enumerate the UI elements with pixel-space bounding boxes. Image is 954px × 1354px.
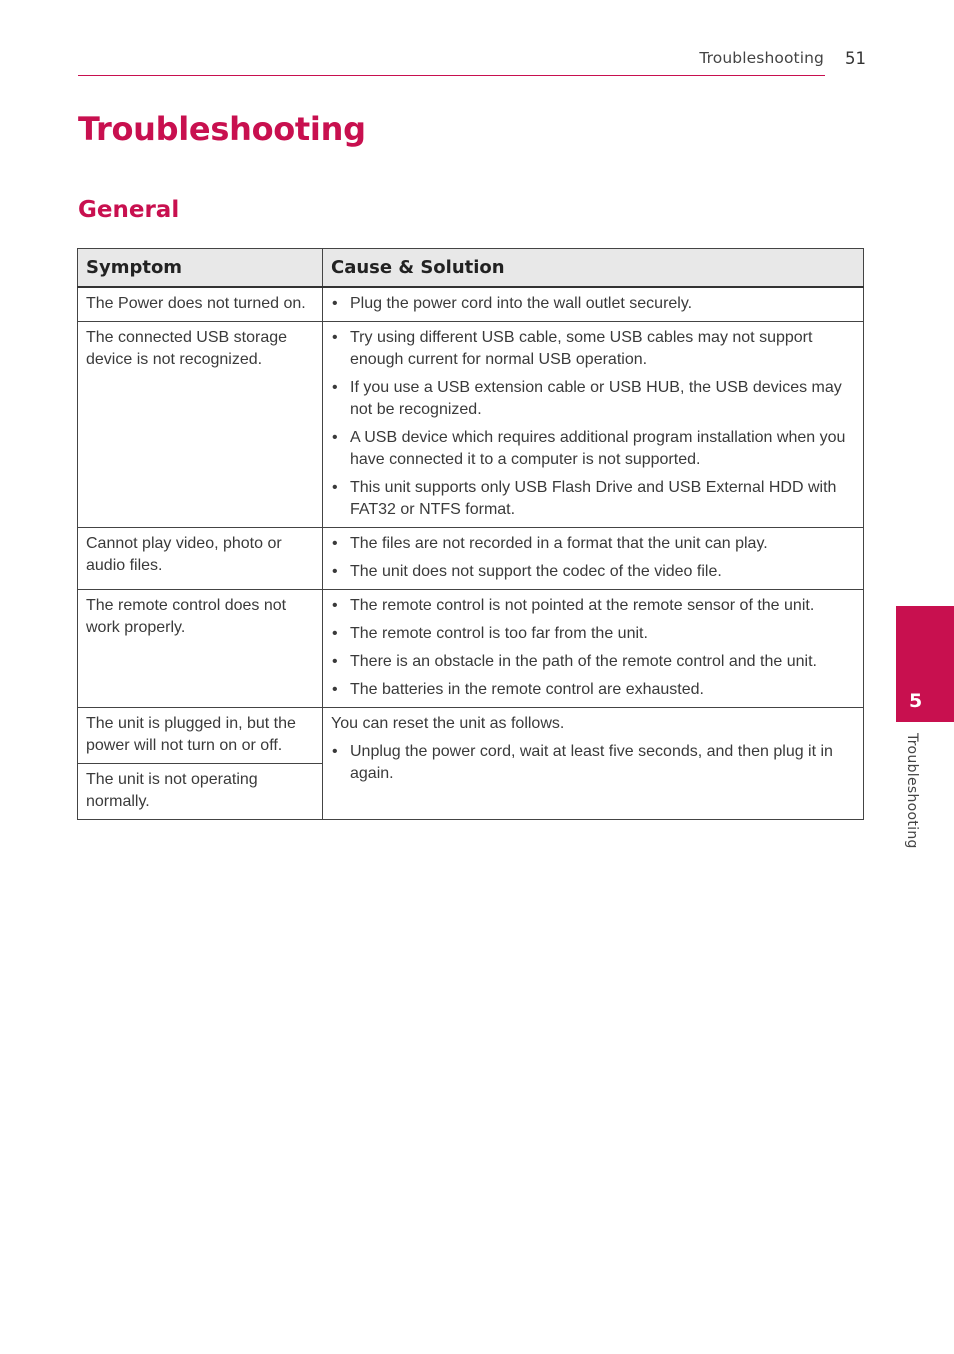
solution-item: • Unplug the power cord, wait at least five seconds, and then plug it in again. xyxy=(331,741,855,785)
table-header-row xyxy=(78,249,864,287)
table-row xyxy=(78,589,864,707)
troubleshooting-table xyxy=(77,248,864,820)
page-title: Troubleshooting xyxy=(78,110,366,148)
symptom-cell: The remote control does not work properly. xyxy=(78,589,323,707)
symptom-cell: The unit is not operating normally. xyxy=(78,763,323,819)
table-row xyxy=(78,707,864,763)
solution-item: • If you use a USB extension cable or USB HUB, the USB devices may not be recognized. xyxy=(331,377,855,421)
table-row xyxy=(78,321,864,527)
chapter-side-tab xyxy=(896,606,954,722)
solution-list xyxy=(331,327,855,521)
solution-list xyxy=(331,595,855,701)
solution-list xyxy=(331,533,855,583)
page-number: 51 xyxy=(845,49,866,68)
solution-cell xyxy=(323,589,864,707)
solution-item: • The batteries in the remote control are exhausted. xyxy=(331,679,855,701)
section-title: General xyxy=(78,197,180,223)
solution-item: • The unit does not support the codec of the video file. xyxy=(331,561,855,583)
solution-item: • Plug the power cord into the wall outlet securely. xyxy=(331,293,855,315)
solution-cell xyxy=(323,707,864,819)
table-row xyxy=(78,527,864,589)
symptom-cell: The Power does not turned on. xyxy=(78,287,323,322)
running-header-label: Troubleshooting xyxy=(699,49,824,67)
symptom-cell: The connected USB storage device is not recognized. xyxy=(78,321,323,527)
solution-list xyxy=(331,293,855,315)
reset-intro: You can reset the unit as follows. xyxy=(331,714,565,732)
solution-list xyxy=(331,741,855,785)
solution-item: • The remote control is too far from the unit. xyxy=(331,623,855,645)
symptom-header: Symptom xyxy=(78,249,323,287)
solution-item: • There is an obstacle in the path of the remote control and the unit. xyxy=(331,651,855,673)
solution-item: • A USB device which requires additional program installation when you have connected it to a computer is not supported. xyxy=(331,427,855,471)
solution-item: • The remote control is not pointed at the remote sensor of the unit. xyxy=(331,595,855,617)
chapter-number: 5 xyxy=(909,690,923,712)
solution-item: • Try using different USB cable, some USB cables may not support enough current for normal USB operation. xyxy=(331,327,855,371)
header-rule xyxy=(78,75,825,76)
solution-header: Cause & Solution xyxy=(323,249,864,287)
solution-cell xyxy=(323,527,864,589)
table-row xyxy=(78,287,864,322)
chapter-side-label: Troubleshooting xyxy=(904,733,920,849)
solution-cell xyxy=(323,287,864,322)
solution-item: • The files are not recorded in a format that the unit can play. xyxy=(331,533,855,555)
solution-item: • This unit supports only USB Flash Drive and USB External HDD with FAT32 or NTFS format. xyxy=(331,477,855,521)
symptom-cell: Cannot play video, photo or audio files. xyxy=(78,527,323,589)
solution-cell xyxy=(323,321,864,527)
symptom-cell: The unit is plugged in, but the power will not turn on or off. xyxy=(78,707,323,763)
